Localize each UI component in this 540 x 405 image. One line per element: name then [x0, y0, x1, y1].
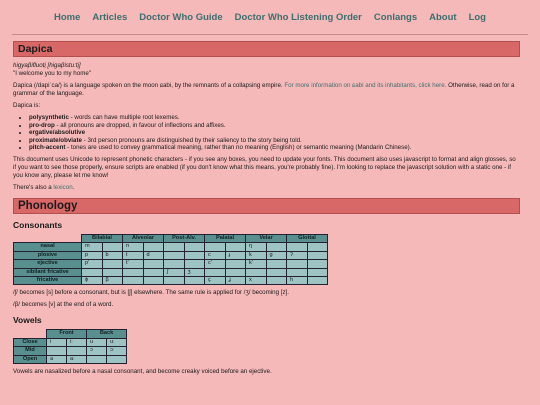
nav-about[interactable]: About	[429, 11, 457, 23]
feature-list	[13, 114, 520, 152]
nav-log[interactable]: Log	[468, 11, 486, 23]
table-cell	[87, 355, 107, 363]
table-header-row	[14, 234, 328, 242]
table-cell	[184, 243, 205, 251]
table-cell: ɔː	[107, 347, 127, 355]
rule-sibilant: /ʃ/ becomes [s] before a consonant, but is [ʃ] elsewhere. The same rule is applied for /ʒ/ becoming [z].	[13, 289, 289, 297]
table-cell: ŋ	[246, 243, 267, 251]
rule-beta: /β/ becomes [v] at the end of a word.	[13, 301, 114, 309]
intro-text-2: Otherwise, read on for a grammar of the language.	[13, 82, 515, 97]
is-label: Dapica is:	[13, 102, 41, 109]
intro-paragraph	[13, 82, 520, 98]
table-cell	[225, 260, 246, 268]
intro-text: Dapica (/dapiˈca/) is a language spoken on the moon ɕabi, by the remnants of a collapsing empire.	[13, 82, 283, 89]
table-row	[14, 355, 127, 363]
table-cell: p	[82, 251, 103, 259]
table-cell	[266, 277, 287, 285]
table-cell: pʼ	[82, 260, 103, 268]
table-cell: tʼ	[123, 260, 144, 268]
vowel-table-wrap	[13, 329, 520, 364]
feature-term: ergative/absolutive	[29, 129, 86, 137]
table-cell	[307, 260, 328, 268]
table-cell	[225, 243, 246, 251]
table-cell: m	[82, 243, 103, 251]
table-cell: cʼ	[205, 260, 226, 268]
table-cell: ʃ	[164, 268, 185, 276]
page-title: Dapica	[13, 41, 520, 57]
table-cell: ʝ	[225, 277, 246, 285]
consonant-table	[13, 234, 328, 285]
list-item	[29, 114, 520, 122]
table-cell: iː	[67, 338, 87, 346]
table-cell: uː	[107, 338, 127, 346]
table-cell	[205, 243, 226, 251]
col-header: Post-Alv.	[164, 234, 205, 242]
table-row	[14, 338, 127, 346]
col-header: Alveolar	[123, 234, 164, 242]
table-header-row	[14, 330, 127, 338]
table-cell	[107, 355, 127, 363]
row-header: plosive	[14, 251, 82, 259]
nav-articles[interactable]: Articles	[92, 11, 128, 23]
table-row	[14, 277, 328, 285]
table-cell	[307, 251, 328, 259]
nav-home[interactable]: Home	[54, 11, 81, 23]
table-cell	[102, 260, 123, 268]
col-header: Velar	[246, 234, 287, 242]
table-row	[14, 243, 328, 251]
table-cell: ɔ	[87, 347, 107, 355]
table-cell	[164, 243, 185, 251]
table-cell: ʒ	[184, 268, 205, 276]
table-cell	[307, 268, 328, 276]
vowels-heading: Vowels	[13, 315, 42, 326]
table-cell	[67, 347, 87, 355]
feature-term: pro-drop	[29, 121, 55, 129]
phonology-heading: Phonology	[13, 198, 520, 214]
vowel-table	[13, 329, 127, 364]
feature-desc: - words can have multiple root lexemes.	[68, 114, 180, 121]
lexicon-link[interactable]: lexicon	[53, 183, 73, 191]
table-cell	[143, 260, 164, 268]
table-row	[14, 347, 127, 355]
table-cell	[123, 268, 144, 276]
table-cell: h	[287, 277, 308, 285]
cabi-info-link[interactable]: For more information on ɕabi and its inhabitants, click here.	[284, 82, 447, 89]
table-cell	[246, 268, 267, 276]
table-cell	[102, 268, 123, 276]
main-content	[0, 41, 540, 376]
table-cell: b	[102, 251, 123, 259]
feature-term: polysynthetic	[29, 114, 69, 121]
table-cell	[82, 268, 103, 276]
table-cell	[307, 243, 328, 251]
table-cell: kʼ	[246, 260, 267, 268]
table-cell	[205, 268, 226, 276]
greeting	[13, 62, 520, 78]
table-cell	[184, 277, 205, 285]
feature-term: pitch-accent	[29, 144, 66, 152]
table-cell: d	[143, 251, 164, 259]
table-cell	[287, 260, 308, 268]
nav-doctor-who-guide[interactable]: Doctor Who Guide	[139, 11, 223, 23]
table-cell	[184, 251, 205, 259]
lexicon-line	[13, 184, 520, 192]
feature-desc: - all pronouns are dropped, in favour of inflections and affixes.	[54, 121, 226, 129]
table-cell: n	[123, 243, 144, 251]
table-cell	[287, 268, 308, 276]
table-row	[14, 268, 328, 276]
table-cell	[143, 268, 164, 276]
table-cell	[266, 268, 287, 276]
table-cell	[184, 260, 205, 268]
table-cell: u	[87, 338, 107, 346]
lexicon-prefix: There's also a	[13, 183, 54, 191]
row-header: Open	[14, 355, 47, 363]
table-cell	[307, 277, 328, 285]
table-cell: ɸ	[82, 277, 103, 285]
table-cell: ç	[205, 277, 226, 285]
table-cell	[102, 243, 123, 251]
list-item	[29, 137, 520, 145]
table-cell: ʔ	[287, 251, 308, 259]
table-cell: aː	[67, 355, 87, 363]
table-cell: c	[205, 251, 226, 259]
table-cell	[266, 260, 287, 268]
col-header: Glottal	[287, 234, 328, 242]
table-corner	[14, 330, 47, 338]
table-cell: g	[266, 251, 287, 259]
greeting-translation: "I welcome you to my home"	[13, 70, 91, 77]
table-cell: a	[47, 355, 67, 363]
table-row	[14, 251, 328, 259]
table-row	[14, 260, 328, 268]
nav-conlangs[interactable]: Conlangs	[373, 11, 418, 23]
row-header: ejective	[14, 260, 82, 268]
table-cell	[123, 277, 144, 285]
feature-desc: - tones are used to convey grammatical meaning, rather than no meaning (English) or semantic meaning (Mandarin Chinese).	[65, 144, 412, 152]
col-header: Bilabial	[82, 234, 123, 242]
table-cell: ɟ	[225, 251, 246, 259]
list-item	[29, 144, 520, 152]
table-corner	[14, 234, 82, 242]
feature-desc: - 3rd person pronouns are distinguished by their saliency to the story being told.	[81, 136, 302, 144]
col-header: Back	[87, 330, 127, 338]
consonants-heading: Consonants	[13, 219, 63, 230]
table-cell: t	[123, 251, 144, 259]
list-item	[29, 129, 520, 137]
table-cell	[225, 268, 246, 276]
row-header: nasal	[14, 243, 82, 251]
table-cell: i	[47, 338, 67, 346]
table-cell	[164, 260, 185, 268]
greeting-native: hiɡyaβifluoti̤ [hiɡaβistuːti̤]	[13, 62, 81, 69]
table-cell: x	[246, 277, 267, 285]
table-cell	[164, 251, 185, 259]
row-header: sibilant fricative	[14, 268, 82, 276]
table-cell	[47, 347, 67, 355]
consonant-table-wrap	[13, 234, 520, 285]
row-header: Close	[14, 338, 47, 346]
row-header: Mid	[14, 347, 47, 355]
feature-term: proximate/obviate	[29, 136, 82, 144]
table-cell	[287, 243, 308, 251]
table-cell	[266, 243, 287, 251]
nav-doctor-who-listening-order[interactable]: Doctor Who Listening Order	[234, 11, 362, 23]
table-cell	[164, 277, 185, 285]
unicode-note: This document uses Unicode to represent phonetic characters - if you see any boxes, you need to update your fonts. This document also uses javascript to format and align glosses, so if you want to see those properly, ensure scripts are enabled (if you don't know what this means, you're probably fine). I'm looking to replace the javascript solution with a static one - if you know any, please let me know!	[13, 155, 516, 179]
row-header: fricative	[14, 277, 82, 285]
top-nav	[12, 0, 528, 35]
col-header: Palatal	[205, 234, 246, 242]
table-cell	[143, 277, 164, 285]
list-item	[29, 122, 520, 130]
col-header: Front	[47, 330, 87, 338]
lexicon-suffix: .	[72, 183, 75, 191]
table-cell: β	[102, 277, 123, 285]
table-cell	[143, 243, 164, 251]
vowel-note: Vowels are nasalized before a nasal consonant, and become creaky voiced before an ejective.	[13, 368, 272, 376]
table-cell: k	[246, 251, 267, 259]
